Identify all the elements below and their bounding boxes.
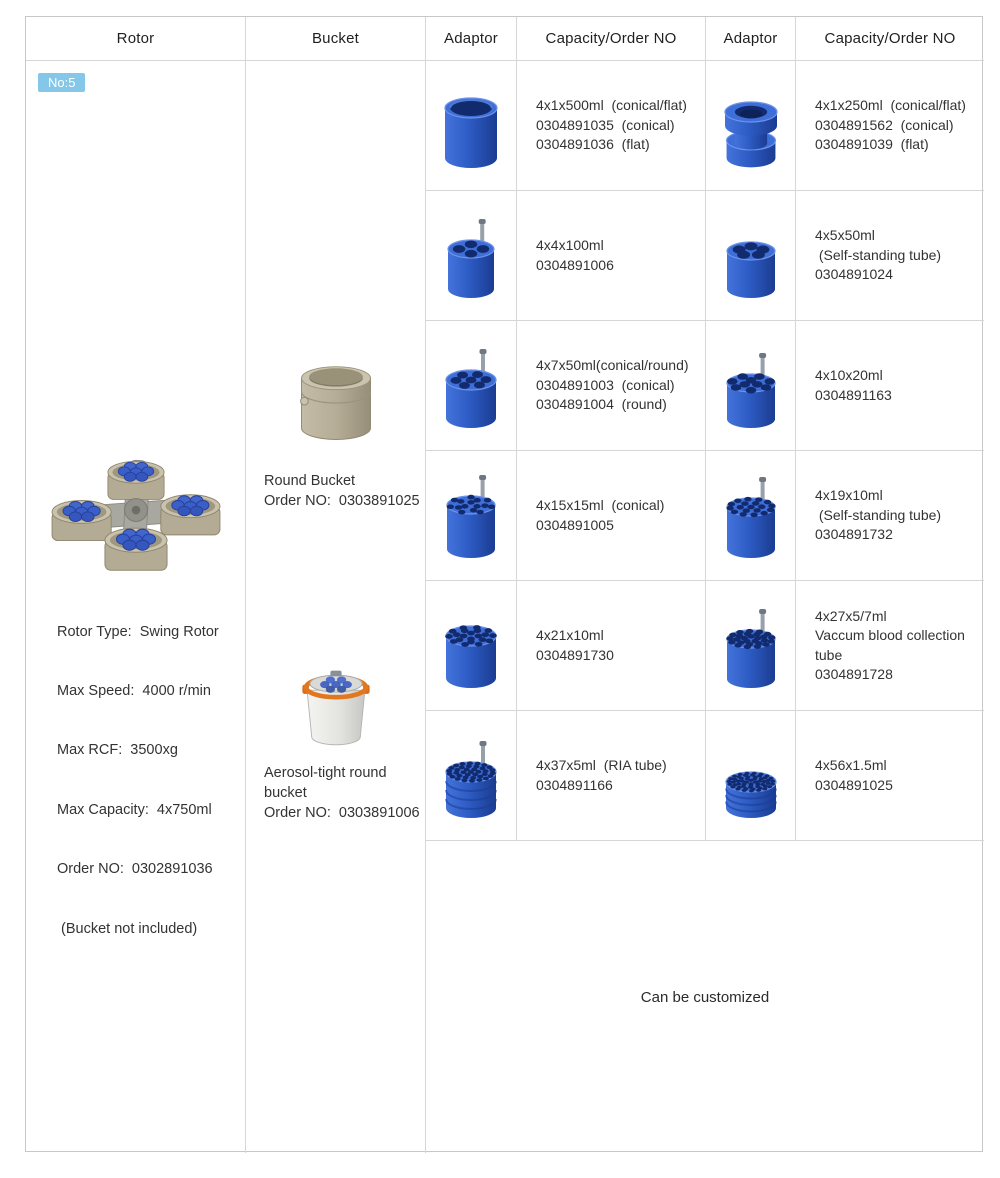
capacity-line: 4x10x20ml — [815, 367, 883, 383]
capacity-line: 4x1x500ml (conical/flat) — [536, 97, 687, 114]
rotor-spec-line: Rotor Type: Swing Rotor — [57, 623, 219, 640]
adaptor-cell — [706, 581, 796, 711]
header-cell-adaptor-1 — [426, 17, 517, 61]
capacity-line: 0304891025 — [815, 776, 893, 793]
customized-note: Can be customized — [640, 988, 770, 1006]
adaptor-cell — [426, 61, 517, 191]
capacity-line: 4x1x250ml (conical/flat) — [815, 97, 966, 114]
adaptor-cell — [706, 711, 796, 841]
capacity-line: 0304891166 — [536, 776, 613, 793]
capacity-line: 0304891006 — [536, 256, 614, 273]
capacity-line: 4x15x15ml (conical) — [536, 497, 665, 513]
capacity-line: Vaccum blood collection — [815, 627, 965, 643]
capacity-line: 0304891730 — [536, 646, 614, 663]
header-cell-rotor — [26, 17, 246, 61]
header-cell-adaptor-2 — [706, 17, 796, 61]
bucket-cell — [246, 61, 426, 1153]
header-cell-capacity-2 — [796, 17, 984, 61]
adaptor-image — [429, 598, 513, 694]
header-label: Capacity/Order NO — [824, 30, 956, 47]
rotor-number-badge: No:5 — [38, 73, 85, 92]
capacity-line: 4x21x10ml — [536, 627, 604, 643]
adaptor-cell — [426, 581, 517, 711]
aerosol-bucket-text — [264, 763, 420, 823]
capacity-line: 4x4x100ml — [536, 237, 604, 253]
capacity-line: 0304891163 — [815, 386, 892, 403]
adaptor-image — [709, 208, 793, 304]
capacity-line: 0304891036 (flat) — [536, 136, 650, 153]
aerosol-bucket-image — [294, 661, 378, 758]
adaptor-cell — [426, 711, 517, 841]
capacity-cell — [796, 321, 984, 451]
capacity-line: 4x5x50ml — [815, 227, 875, 244]
adaptor-image — [709, 78, 793, 174]
capacity-cell — [517, 191, 706, 321]
adaptor-image — [429, 208, 513, 304]
capacity-line: 4x7x50ml(conical/round) — [536, 357, 689, 374]
round-bucket-text — [264, 471, 420, 511]
bucket-order-no: Order NO: 0303891006 — [264, 805, 420, 821]
swing-rotor-image — [45, 449, 227, 578]
header-cell-bucket — [246, 17, 426, 61]
header-label: Rotor — [116, 30, 155, 47]
capacity-cell — [517, 321, 706, 451]
adaptor-image — [429, 728, 513, 824]
bucket-order-no: Order NO: 0303891025 — [264, 493, 420, 509]
capacity-line: (Self-standing tube) — [815, 506, 942, 523]
capacity-line: 0304891732 — [815, 526, 893, 543]
header-label: Adaptor — [444, 30, 498, 47]
adaptor-image — [709, 598, 793, 694]
adaptor-image — [429, 78, 513, 174]
capacity-cell — [796, 61, 984, 191]
capacity-line: 0304891039 (flat) — [815, 136, 929, 153]
adaptor-image — [429, 338, 513, 434]
rotor-specs — [57, 583, 219, 979]
capacity-line: 0304891005 — [536, 516, 614, 533]
spec-table — [25, 16, 983, 1152]
capacity-line: 4x56x1.5ml — [815, 757, 887, 773]
adaptor-image — [709, 338, 793, 434]
capacity-line: 4x37x5ml (RIA tube) — [536, 757, 667, 773]
header-label: Adaptor — [723, 30, 778, 47]
capacity-cell — [517, 711, 706, 841]
header-label: Bucket — [311, 30, 360, 47]
capacity-line: 0304891035 (conical) — [536, 116, 675, 133]
customized-note-cell — [426, 841, 984, 1153]
rotor-spec-line: Max RCF: 3500xg — [57, 742, 178, 759]
capacity-line: 0304891024 — [815, 266, 893, 283]
capacity-line: (Self-standing tube) — [815, 246, 942, 263]
adaptor-image — [709, 728, 793, 824]
capacity-line: 0304891004 (round) — [536, 396, 667, 413]
rotor-spec-line: Max Capacity: 4x750ml — [57, 801, 212, 818]
adaptor-cell — [706, 321, 796, 451]
capacity-cell — [517, 61, 706, 191]
adaptor-image — [709, 468, 793, 564]
capacity-cell — [796, 581, 984, 711]
adaptor-cell — [706, 61, 796, 191]
adaptor-cell — [706, 451, 796, 581]
capacity-cell — [796, 711, 984, 841]
capacity-line: 4x19x10ml — [815, 487, 883, 504]
rotor-spec-line: Max Speed: 4000 r/min — [57, 682, 211, 699]
capacity-cell — [796, 191, 984, 321]
capacity-line: 4x27x5/7ml — [815, 607, 887, 624]
adaptor-cell — [426, 451, 517, 581]
round-bucket-image — [290, 359, 382, 456]
adaptor-cell — [706, 191, 796, 321]
rotor-spec-line: Order NO: 0302891036 — [57, 861, 213, 878]
capacity-line: 0304891728 — [815, 666, 893, 682]
bucket-name: Round Bucket — [264, 473, 356, 489]
capacity-line: 0304891003 (conical) — [536, 376, 675, 393]
adaptor-image — [429, 468, 513, 564]
adaptor-cell — [426, 191, 517, 321]
bucket-name: Aerosol-tight round bucket — [264, 765, 387, 801]
capacity-cell — [517, 451, 706, 581]
header-label: Capacity/Order NO — [545, 30, 677, 47]
rotor-spec-line: (Bucket not included) — [57, 920, 198, 937]
capacity-cell — [796, 451, 984, 581]
rotor-cell — [26, 61, 246, 1153]
adaptor-cell — [426, 321, 517, 451]
header-cell-capacity-1 — [517, 17, 706, 61]
capacity-line: 0304891562 (conical) — [815, 116, 954, 133]
capacity-cell — [517, 581, 706, 711]
capacity-line: tube — [815, 646, 843, 663]
